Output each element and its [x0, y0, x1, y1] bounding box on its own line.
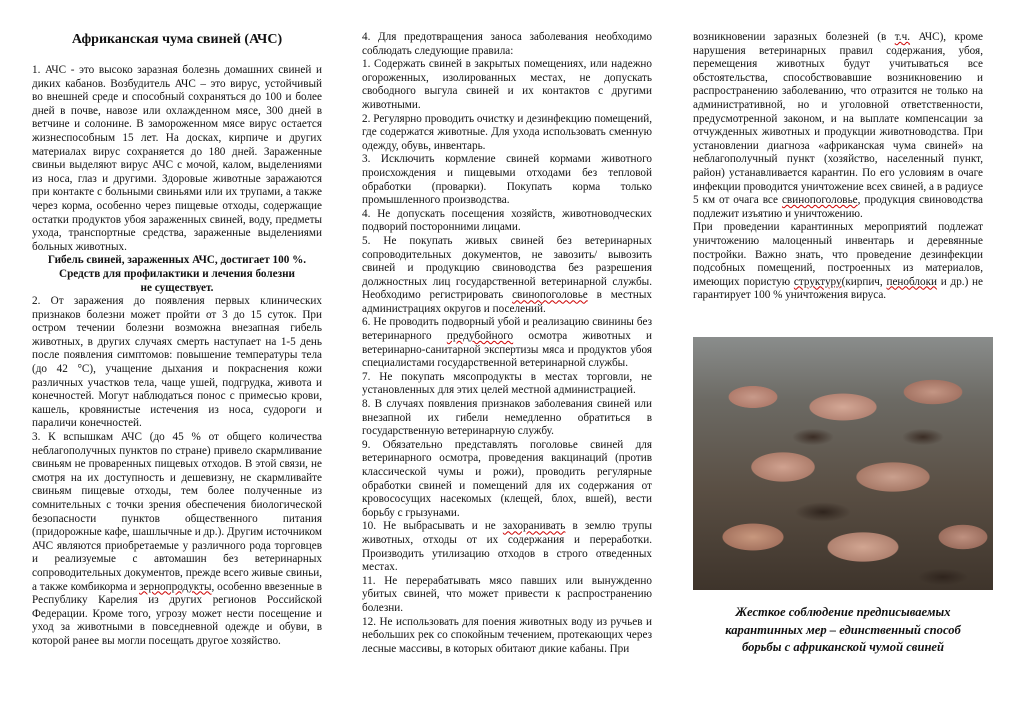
rule-5 [362, 235, 652, 317]
photo-shading [693, 337, 993, 590]
spellcheck-word: свинопоголовье [512, 289, 588, 302]
quarantine-text-a: возникновении заразных болезней (в [693, 31, 895, 43]
mortality-statement: Гибель свиней, зараженных АЧС, достигает 100 %. [47, 254, 307, 267]
rule-5-text-b: в местных администрациях округов и поселений. [362, 289, 652, 315]
rule-10-text-a: 10. Не выбрасывать и не [362, 520, 503, 533]
rule-9: 9. Обязательно представлять поголовье свиней для ветеринарного осмотра, проведения вакцинаций (против классической чумы и рожи), проводить регулярные обработки свиней и помещений для их содержания от кровососущих насекомых (клещей, блох, вшей), вести борьбу с грызунами. [362, 438, 652, 519]
spellcheck-word: структуру [793, 275, 842, 288]
left-column [32, 32, 322, 649]
dead-pigs-photo [693, 337, 993, 590]
photo-caption: Жесткое соблюдение предписываемых карантинных мер – единственный способ борьбы с африканской чумой свиней [725, 605, 961, 654]
spellcheck-word: т.ч. [894, 31, 911, 43]
rule-4: 4. Не допускать посещения хозяйств, животноводческих подворий посторонними лицами. [362, 207, 652, 234]
quarantine-text-b: АЧС), кроме нарушения ветеринарных правил содержания, убоя, перемещения животных будут учитываться все обстоятельства, способствовавшие возникновению и распространению заболеванию, что отразится не только на административной, но и уголовной ответственности, предусмотренной законом, и на выплате компенсации за отчужденных животных и продукции животноводства. При установлении диагноза «африканская чума свиней» на неблагополучный пункт (хозяйство, населенный пункт, район) устанавливается карантин. По его условиям в очаге инфекции проводится уничтожение всех свиней, а в радиусе 5 км от очага все [693, 31, 983, 207]
no-treatment-line-2: не существует. [140, 281, 214, 294]
rule-5-text-a: 5. Не покупать живых свиней без ветеринарных сопроводительных документов, не завозить/ вывозить свиней и продукцию свиноводства без разрешения должностных лиц государственной ветеринарной службы. Необходимо регистрировать [362, 234, 652, 302]
rule-7: 7. Не покупать мясопродукты в местах торговли, не установленных для этих целей местной администрацией. [362, 370, 652, 397]
paragraph-1: 1. АЧС - это высоко заразная болезнь домашних свиней и диких кабанов. Возбудитель АЧС – это вирус, устойчивый во внешней среде и способный сохраняться до 100 и более дней в почве, навозе или охлажденном мясе, 300 дней в ветчине и солонине. В замороженном мясе вирус остается жизнеспособным 15 лет. На досках, кирпиче и других материалах вирус сохраняется до 180 дней. Зараженные свиньи выделяют вирус АЧС с мочой, калом, выделениями из носа, глаз и другими. Здоровые животные заражаются при контакте с больными свиньями или их трупами, а также через корма, особенно через пищевые отходы, содержащие остатки продуктов убоя зараженных свиней, воду, предметы ухода, транспортные средства, зараженные выделениями больных животных. [32, 64, 322, 253]
middle-column [362, 31, 652, 656]
leaflet-title: Африканская чума свиней (АЧС) [71, 32, 283, 47]
rule-6 [362, 316, 652, 370]
spellcheck-word: зернопродукты [139, 580, 212, 593]
no-treatment-line-1: Средств для профилактики и лечения болезни [58, 267, 295, 280]
rule-2: 2. Регулярно проводить очистку и дезинфекцию помещений, где содержатся животные. Для ухода использовать сменную одежду, обувь, инвентарь. [362, 112, 652, 152]
rule-10-text-b: в землю трупы животных, отходы от их содержания и переработки. Производить утилизацию отходов в строго отведенных местах. [362, 520, 652, 574]
paragraph-3-text-a: 3. К вспышкам АЧС (до 45 % от общего количества неблагополучных пунктов по стране) привело скармливание свиньям не проваренных пищевых отходов. В этой связи, не смотря на их доступность и дешевизну, не скармливайте свиньям пищевые отходы, тем более полученные из сомнительных с точки зрения обеспечения биологической безопасности пунктов общественного питания (придорожные кафе, шашлычные и др.). Другим источником АЧС являются приобретаемые у различного рода торговцев и реализуемые с автомашин без ветеринарных сопроводительных документов, прежде всего живые свиньи, а также комбикорма и [32, 431, 322, 593]
rule-10 [362, 520, 652, 574]
rule-8: 8. В случаях появления признаков заболевания свиней или внезапной их гибели немедленно обратиться в государственную ветеринарную службу. [362, 398, 652, 438]
rule-3: 3. Исключить кормление свиней кормами животного происхождения и пищевыми отходами без тепловой обработки (проварки). Покупать корма только промышленного производства. [362, 153, 652, 207]
right-column [693, 31, 983, 303]
paragraph-3-text-b: , особенно ввезенные в Республику Карелия из других регионов Российской Федерации. Кроме того, угрозу может нести посещение и уход за животными в повседневной одежде и обуви, в которой ранее вы могли посещать другое хозяйство. [32, 580, 322, 647]
spellcheck-word: пеноблоки [886, 275, 938, 288]
paragraph-3 [32, 431, 322, 649]
quarantine-paragraph [693, 31, 983, 221]
rule-6-text-a: 6. Не проводить подворный убой и реализацию свинины без ветеринарного [362, 316, 652, 343]
disinfection-text-c: и др.) не гарантирует 100 % уничтожения вируса. [693, 275, 984, 302]
rule-12: 12. Не использовать для поения животных воду из ручьев и небольших рек со спокойным течением, протекающих через лесные массивы, в которых обитают дикие кабаны. При [362, 615, 652, 655]
disinfection-text-a: При проведении карантинных мероприятий подлежат уничтожению малоценный инвентарь и деревянные постройки. Важно знать, что проведение дезинфекции подсобных помещений, построенных из материалов, имеющих пористую [693, 221, 983, 288]
rules-intro: 4. Для предотвращения заноса заболевания необходимо соблюдать следующие правила: [362, 31, 652, 57]
spellcheck-word: захоранивать [502, 520, 566, 533]
spellcheck-word: предубойного [446, 330, 514, 343]
spellcheck-word: свинопоголовье [781, 194, 858, 207]
rule-6-text-b: осмотра животных и ветеринарно-санитарной экспертизы мяса и продуктов убоя специалистами государственной ветеринарной службы. [362, 330, 652, 370]
rule-1: 1. Содержать свиней в закрытых помещениях, или надежно огороженных, изолированных местах, не допускать свободного выгула свиней и их контактов с другими животными. [362, 58, 652, 111]
disinfection-paragraph [693, 221, 983, 303]
paragraph-2: 2. От заражения до появления первых клинических признаков болезни может пройти от 3 до 15 суток. При остром течении болезни возможна внезапная гибель животных, в других случаях смерть наступает на 1-5 день после появления симптомов: повышение температуры тела (до 42 °С), учащение дыхания и покраснения кожи различных участков тела, чаще ушей, подгрудка, живота и конечностей. Могут наблюдаться понос с примесью крови, кашель, кровянистые истечения из носа, судороги и параличи конечностей. [32, 295, 322, 430]
quarantine-text-c: , продукция свиноводства подлежит изъятию и уничтожению. [693, 194, 983, 220]
rule-11: 11. Не перерабатывать мясо павших или вынужденно убитых свиней, что может привести к распространению болезни. [362, 574, 652, 614]
disinfection-text-b: (кирпич, [841, 275, 887, 288]
